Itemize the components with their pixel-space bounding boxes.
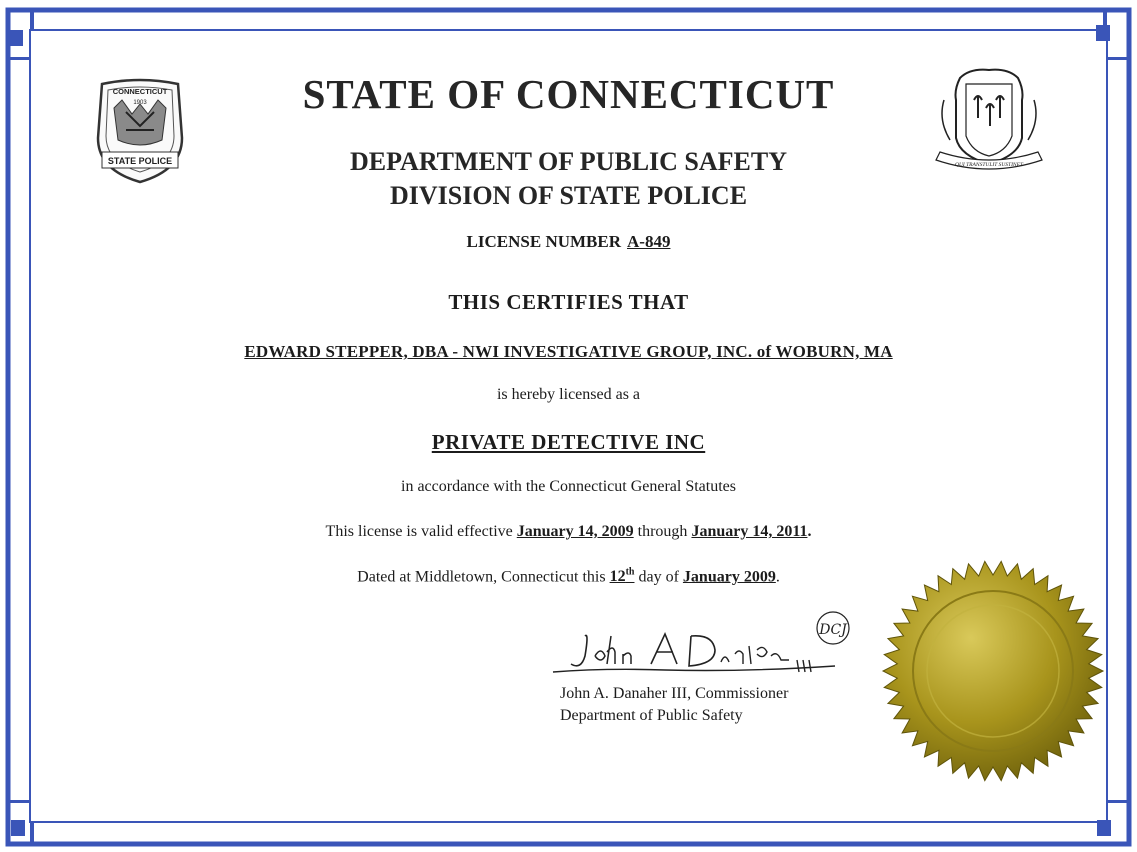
hereby-text: is hereby licensed as a: [496, 386, 641, 403]
license-type: PRIVATE DETECTIVE INC: [431, 430, 706, 454]
license-label: LICENSE NUMBER: [466, 232, 621, 251]
dated-prefix: Dated at Middletown, Connecticut this: [357, 568, 606, 586]
signer-organization: Department of Public Safety: [560, 707, 743, 724]
dated-month-year: January 2009: [682, 568, 776, 586]
validity-line: [0, 523, 1137, 541]
signer-name: John A. Danaher III, Commissioner: [560, 685, 789, 702]
gold-seal-icon: [880, 558, 1106, 784]
dated-day-number: 12: [609, 568, 626, 586]
signature: [545, 606, 855, 686]
valid-from-date: January 14, 2009: [516, 523, 634, 540]
dated-day: [610, 568, 635, 585]
license-number: A-849: [627, 232, 671, 251]
department-name: DEPARTMENT OF PUBLIC SAFETY: [349, 147, 788, 176]
certifies-heading: THIS CERTIFIES THAT: [448, 290, 689, 314]
certificate-title: STATE OF CONNECTICUT: [302, 71, 835, 117]
badge-bottom-text: STATE POLICE: [107, 156, 173, 166]
dated-day-of: day of: [638, 568, 679, 586]
dated-day-suffix: th: [625, 567, 635, 578]
signature-initials: DCJ: [819, 622, 847, 638]
badge-top-text: CONNECTICUT: [112, 87, 168, 96]
statutes-text: in accordance with the Connecticut General Statutes: [401, 478, 736, 495]
validity-prefix: This license is valid effective: [325, 523, 513, 540]
validity-end: .: [807, 523, 812, 540]
license-number-line: [0, 232, 1137, 252]
dated-end: .: [775, 568, 780, 586]
seal-motto: QUI TRANSTULIT SUSTINET: [954, 162, 1024, 168]
badge-year: 1903: [133, 100, 147, 106]
validity-through: through: [637, 523, 688, 540]
licensee-name: EDWARD STEPPER, DBA - NWI INVESTIGATIVE GROUP, INC. of WOBURN, MA: [244, 342, 893, 361]
valid-to-date: January 14, 2011: [691, 523, 808, 540]
division-name: DIVISION OF STATE POLICE: [389, 181, 748, 210]
signature-block: [560, 683, 788, 727]
department-heading: [0, 145, 1137, 213]
